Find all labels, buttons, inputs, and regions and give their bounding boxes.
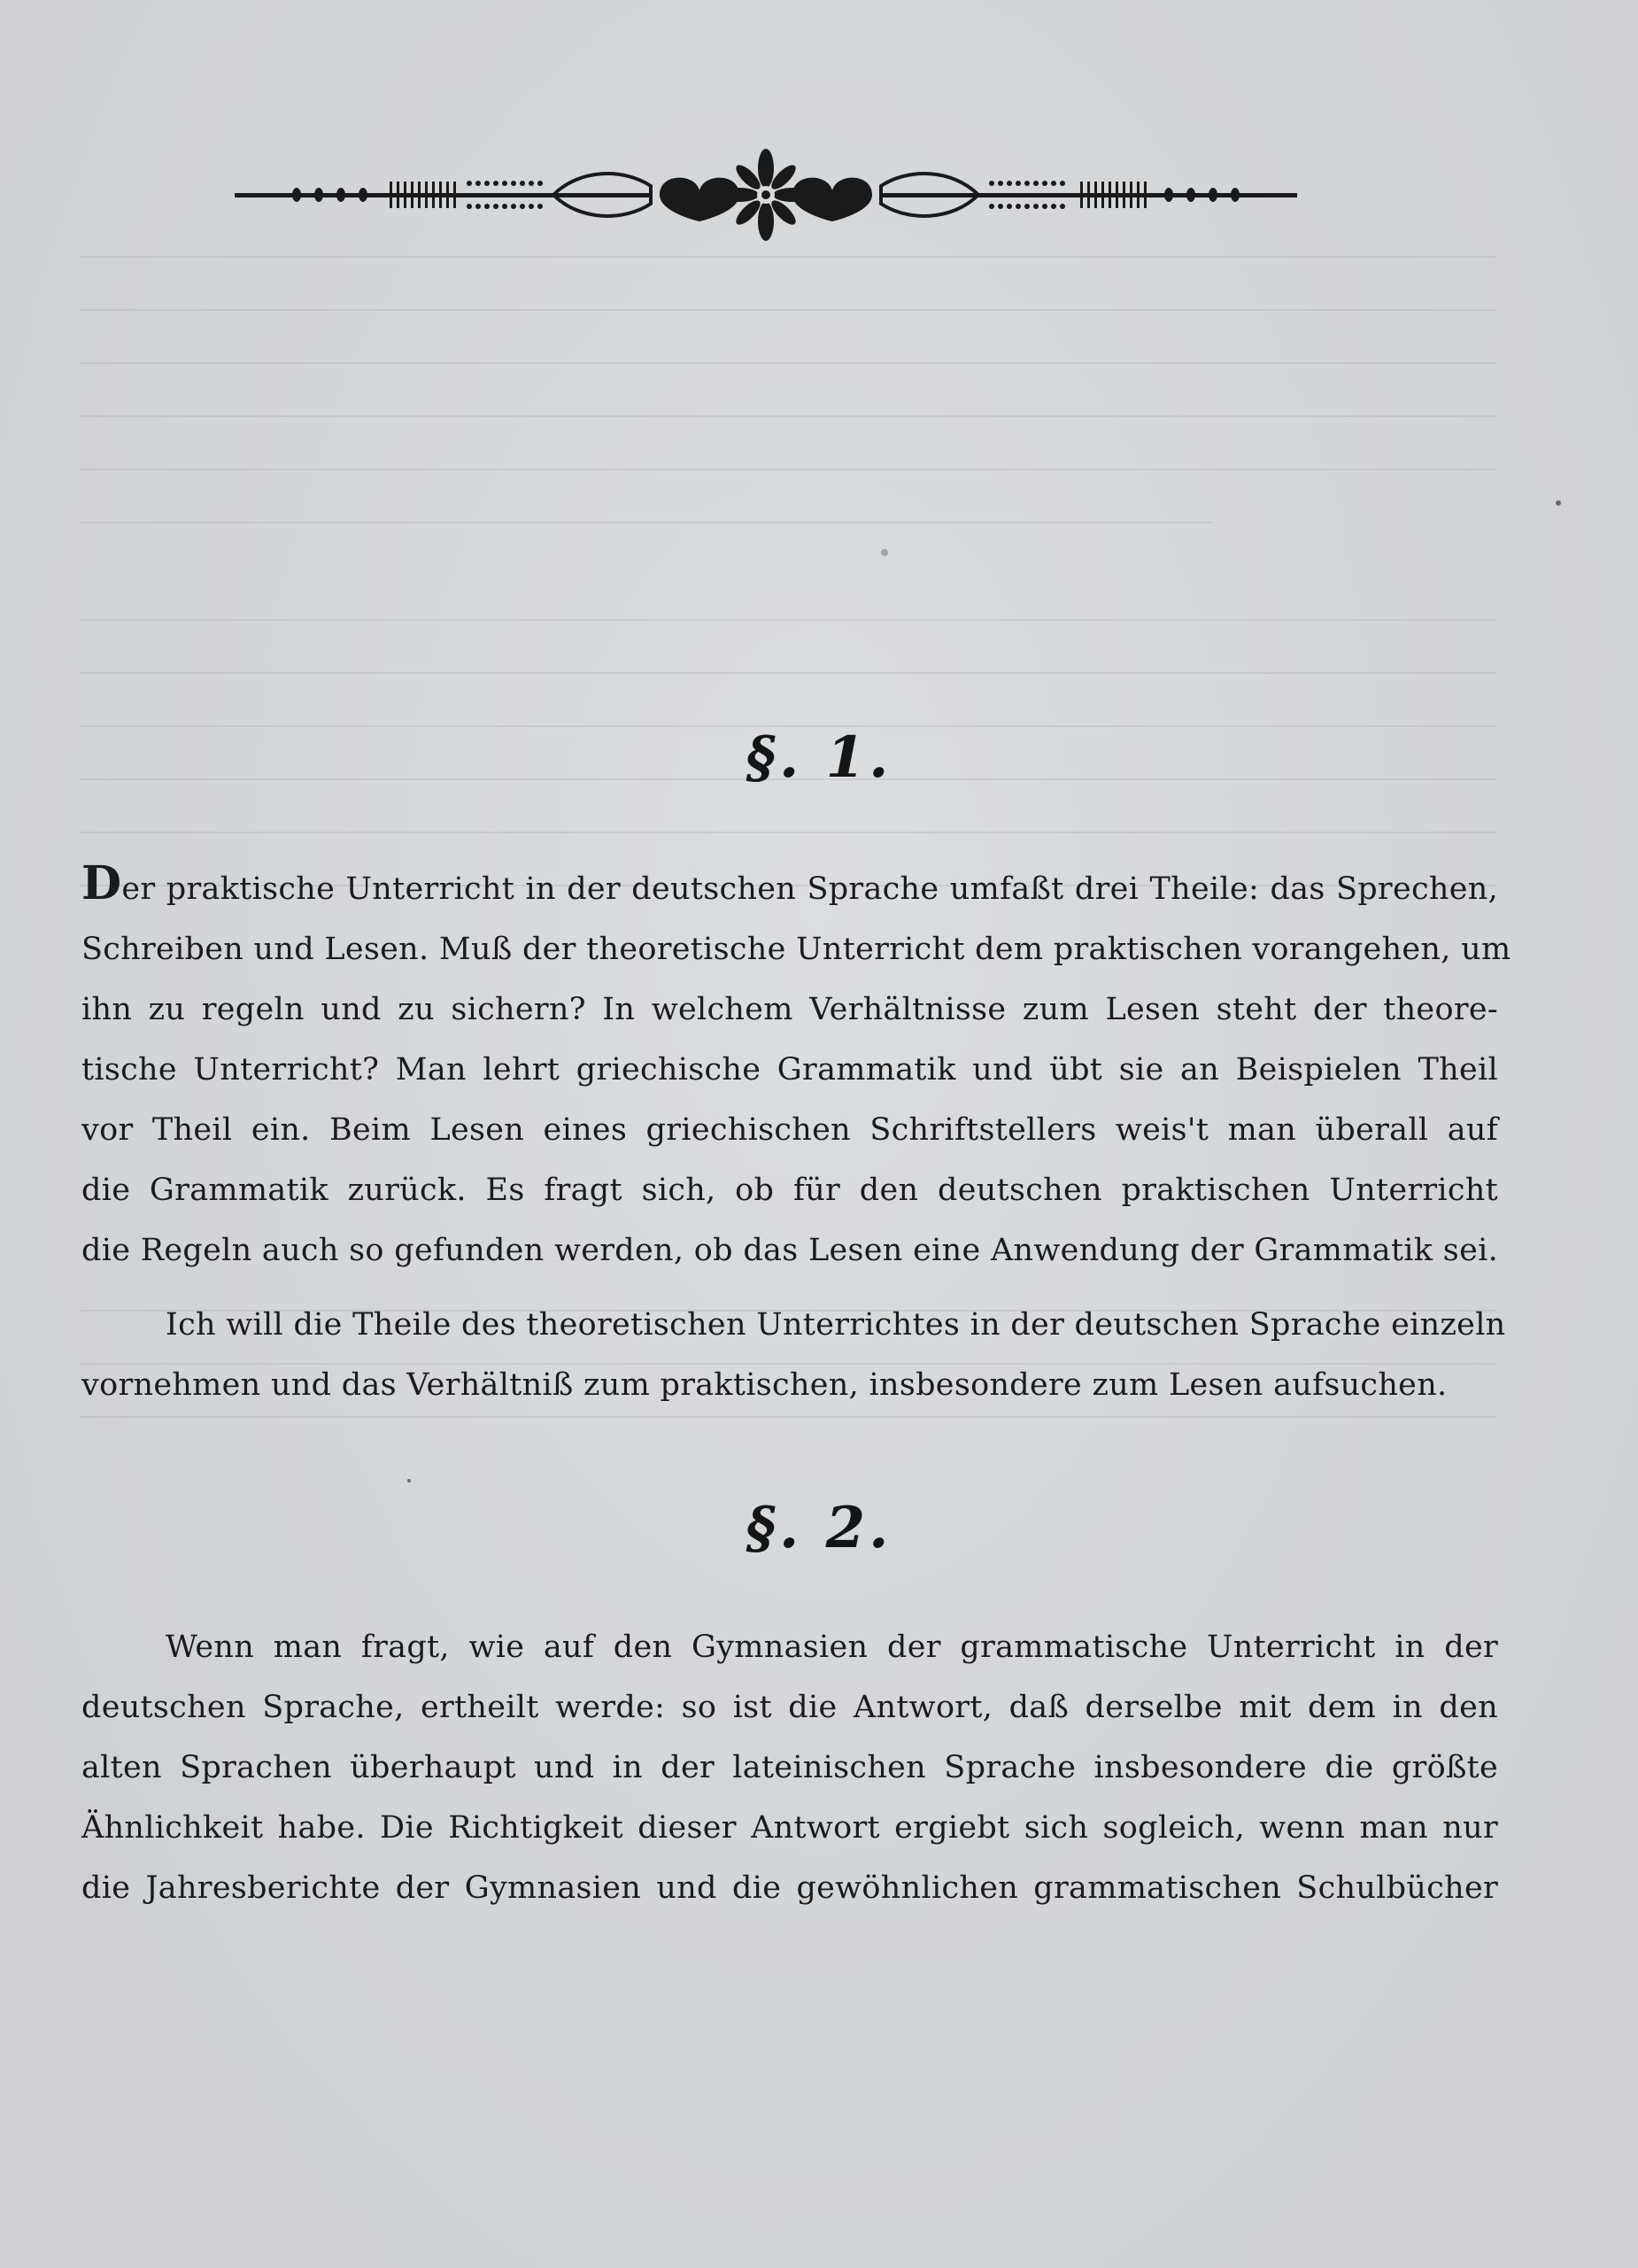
- text-line: die Grammatik zurück. Es fragt sich, ob für den deutschen praktischen Unterricht: [81, 1173, 1498, 1208]
- text-line: Ich will die Theile des theoretischen Unterrichtes in der deutschen Sprache einzeln: [166, 1307, 1506, 1343]
- text-line: [81, 856, 1498, 919]
- paper-speck: [1556, 500, 1561, 506]
- section-heading-2: §. 2.: [746, 1495, 892, 1561]
- text-line: die Jahresberichte der Gymnasien und die gewöhnlichen grammatischen Schulbücher: [81, 1870, 1498, 1906]
- text-line: deutschen Sprache, ertheilt werde: so ist die Antwort, daß derselbe mit dem in den: [81, 1690, 1498, 1725]
- drop-cap: D: [81, 856, 122, 910]
- text-line: vor Theil ein. Beim Lesen eines griechischen Schriftstellers weis't man überall auf: [81, 1112, 1498, 1148]
- text-line: Wenn man fragt, wie auf den Gymnasien der grammatische Unterricht in der: [166, 1629, 1498, 1665]
- section-heading-1: §. 1.: [746, 724, 892, 791]
- text-line: tische Unterricht? Man lehrt griechische Grammatik und übt sie an Beispielen Theil: [81, 1052, 1498, 1088]
- text-line: alten Sprachen überhaupt und in der lateinischen Sprache insbesondere die größte: [81, 1750, 1498, 1785]
- section-1-paragraph-2: [81, 1295, 1506, 1415]
- text-line: ihn zu regeln und zu sichern? In welchem Verhältnisse zum Lesen steht der theore-: [81, 992, 1498, 1027]
- text-line: vornehmen und das Verhältniß zum praktischen, insbesondere zum Lesen aufsuchen.: [81, 1367, 1448, 1403]
- text-line: Ähnlichkeit habe. Die Richtigkeit dieser Antwort ergiebt sich sogleich, wenn man nur: [81, 1810, 1498, 1846]
- decorative-rule-ornament: [235, 146, 1297, 244]
- paper-speck: [407, 1479, 411, 1482]
- text-line: die Regeln auch so gefunden werden, ob das Lesen eine Anwendung der Grammatik sei.: [81, 1233, 1498, 1268]
- section-2-paragraph-1: [81, 1617, 1498, 1918]
- paper-speck: [881, 549, 888, 556]
- text-line-content: er praktische Unterricht in der deutschen Sprache umfaßt drei Theile: das Sprechen,: [121, 871, 1498, 907]
- text-line: Schreiben und Lesen. Muß der theoretische Unterricht dem praktischen vorangehen, um: [81, 932, 1511, 967]
- section-1-paragraph-1: [81, 856, 1511, 1281]
